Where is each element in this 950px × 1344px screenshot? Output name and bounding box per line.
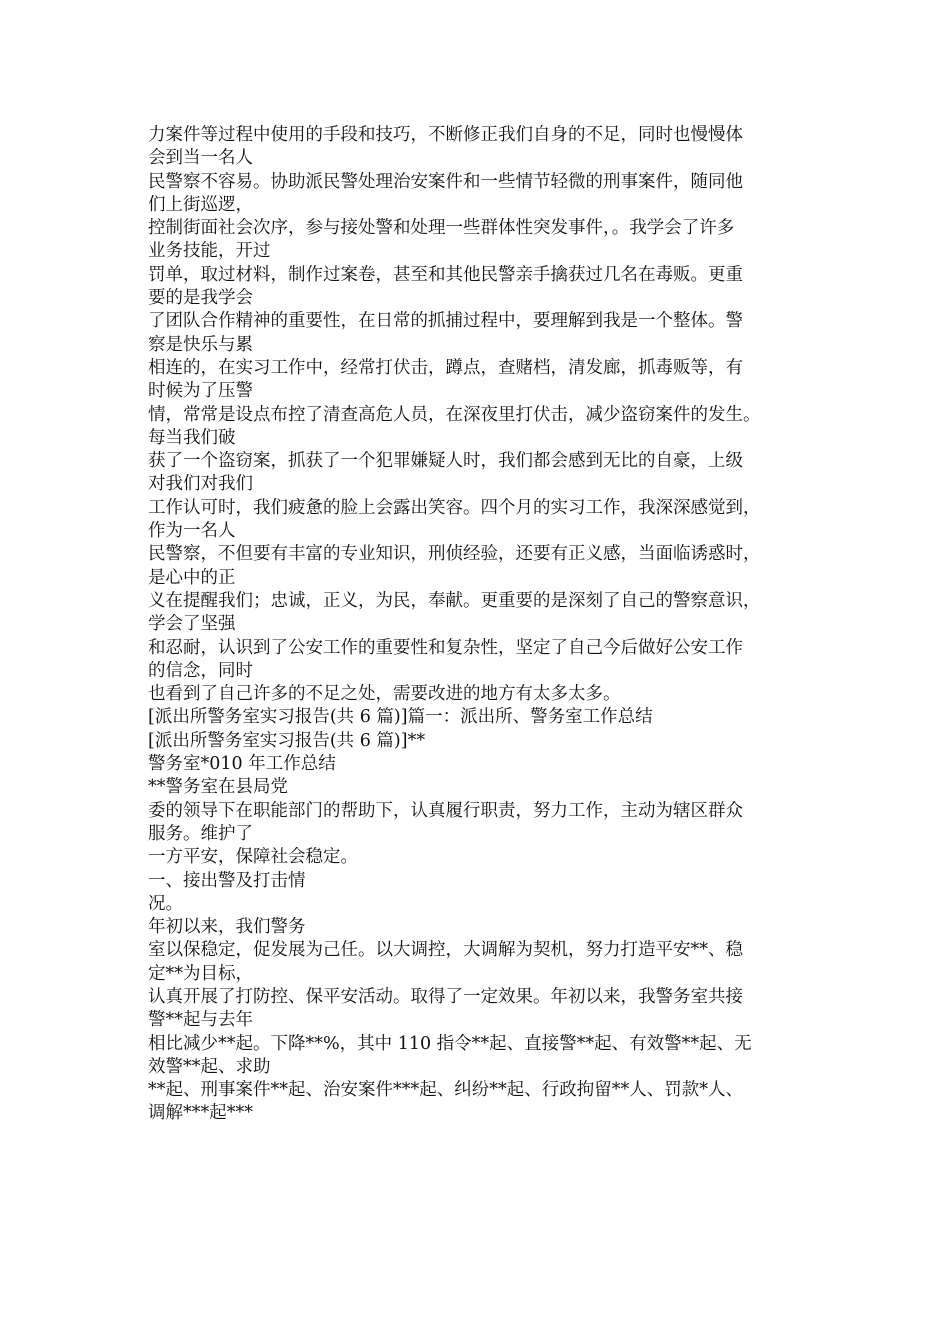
text-line: 也看到了自己许多的不足之处，需要改进的地方有太多太多。	[148, 684, 621, 705]
text-line: 定**为目标，	[148, 963, 253, 984]
text-line: 作为一名人	[148, 521, 236, 542]
text-line: 相连的，在实习工作中，经常打伏击，蹲点，查赌档，清发廊，抓毒贩等，有	[148, 357, 743, 378]
text-line: 义在提醒我们；忠诚，正义，为民，奉献。更重要的是深刻了自己的警察意识，	[148, 590, 761, 611]
text-line: 一方平安，保障社会稳定。	[148, 847, 358, 868]
text-line: 室以保稳定，促发展为己任。以大调控，大调解为契机，努力打造平安**、稳	[148, 940, 743, 961]
text-line: 工作认可时，我们疲惫的脸上会露出笑容。四个月的实习工作，我深深感觉到，	[148, 497, 761, 518]
text-line: 学会了坚强	[148, 614, 236, 635]
text-line: 况。	[148, 893, 183, 914]
text-line: 罚单，取过材料，制作过案卷，甚至和其他民警亲手擒获过几名在毒贩。更重	[148, 264, 743, 285]
text-line: 察是快乐与累	[148, 334, 253, 355]
text-line: 年初以来，我们警务	[148, 917, 306, 938]
text-line: 获了一个盗窃案，抓获了一个犯罪嫌疑人时，我们都会感到无比的自豪，上级	[148, 451, 743, 472]
text-line: **起、刑事案件**起、治安案件***起、纠纷**起、行政拘留**人、罚款*人、	[148, 1080, 743, 1101]
text-line: 是心中的正	[148, 567, 236, 588]
text-line: [派出所警务室实习报告(共 6 篇)]**	[148, 730, 426, 751]
subsection-heading: 一、接出警及打击情	[148, 870, 306, 891]
text-line: 情，常常是设点布控了清查高危人员，在深夜里打伏击，减少盗窃案件的发生。	[148, 404, 761, 425]
text-line: 民警察，不但要有丰富的专业知识，刑侦经验，还要有正义感，当面临诱惑时，	[148, 544, 761, 565]
text-line: 每当我们破	[148, 427, 236, 448]
text-line: 要的是我学会	[148, 288, 253, 309]
text-line: 警**起与去年	[148, 1010, 253, 1031]
document-body	[148, 124, 813, 1126]
text-line: 会到当一名人	[148, 148, 253, 169]
text-line: 力案件等过程中使用的手段和技巧，不断修正我们自身的不足，同时也慢慢体	[148, 125, 743, 145]
text-line: 委的领导下在职能部门的帮助下，认真履行职责，努力工作，主动为辖区群众	[148, 800, 743, 821]
text-line: 民警察不容易。协助派民警处理治安案件和一些情节轻微的刑事案件，随同他	[148, 171, 743, 192]
text-line: 服务。维护了	[148, 823, 253, 844]
text-line: 相比减少**起。下降**%，其中 110 指令**起、直接警**起、有效警**起、无	[148, 1033, 752, 1054]
text-line: 了团队合作精神的重要性，在日常的抓捕过程中，要理解到我是一个整体。警	[148, 311, 743, 332]
text-line: **警务室在县局党	[148, 777, 288, 798]
text-line: 认真开展了打防控、保平安活动。取得了一定效果。年初以来，我警务室共接	[148, 986, 743, 1007]
report-title: 警务室*010 年工作总结	[148, 754, 336, 775]
section-heading: [派出所警务室实习报告(共 6 篇)]篇一：派出所、警务室工作总结	[148, 707, 653, 728]
text-line: 调解***起***	[148, 1103, 253, 1124]
text-line: 们上街巡逻，	[148, 194, 253, 215]
text-line: 对我们对我们	[148, 474, 253, 495]
text-line: 的信念，同时	[148, 660, 253, 681]
text-line: 和忍耐，认识到了公安工作的重要性和复杂性，坚定了自己今后做好公安工作	[148, 637, 743, 658]
text-line: 时候为了压警	[148, 381, 253, 402]
text-line: 控制街面社会次序，参与接处警和处理一些群体性突发事件，。我学会了许多	[148, 218, 735, 239]
text-line: 业务技能，开过	[148, 241, 271, 262]
text-line: 效警**起、求助	[148, 1056, 271, 1077]
